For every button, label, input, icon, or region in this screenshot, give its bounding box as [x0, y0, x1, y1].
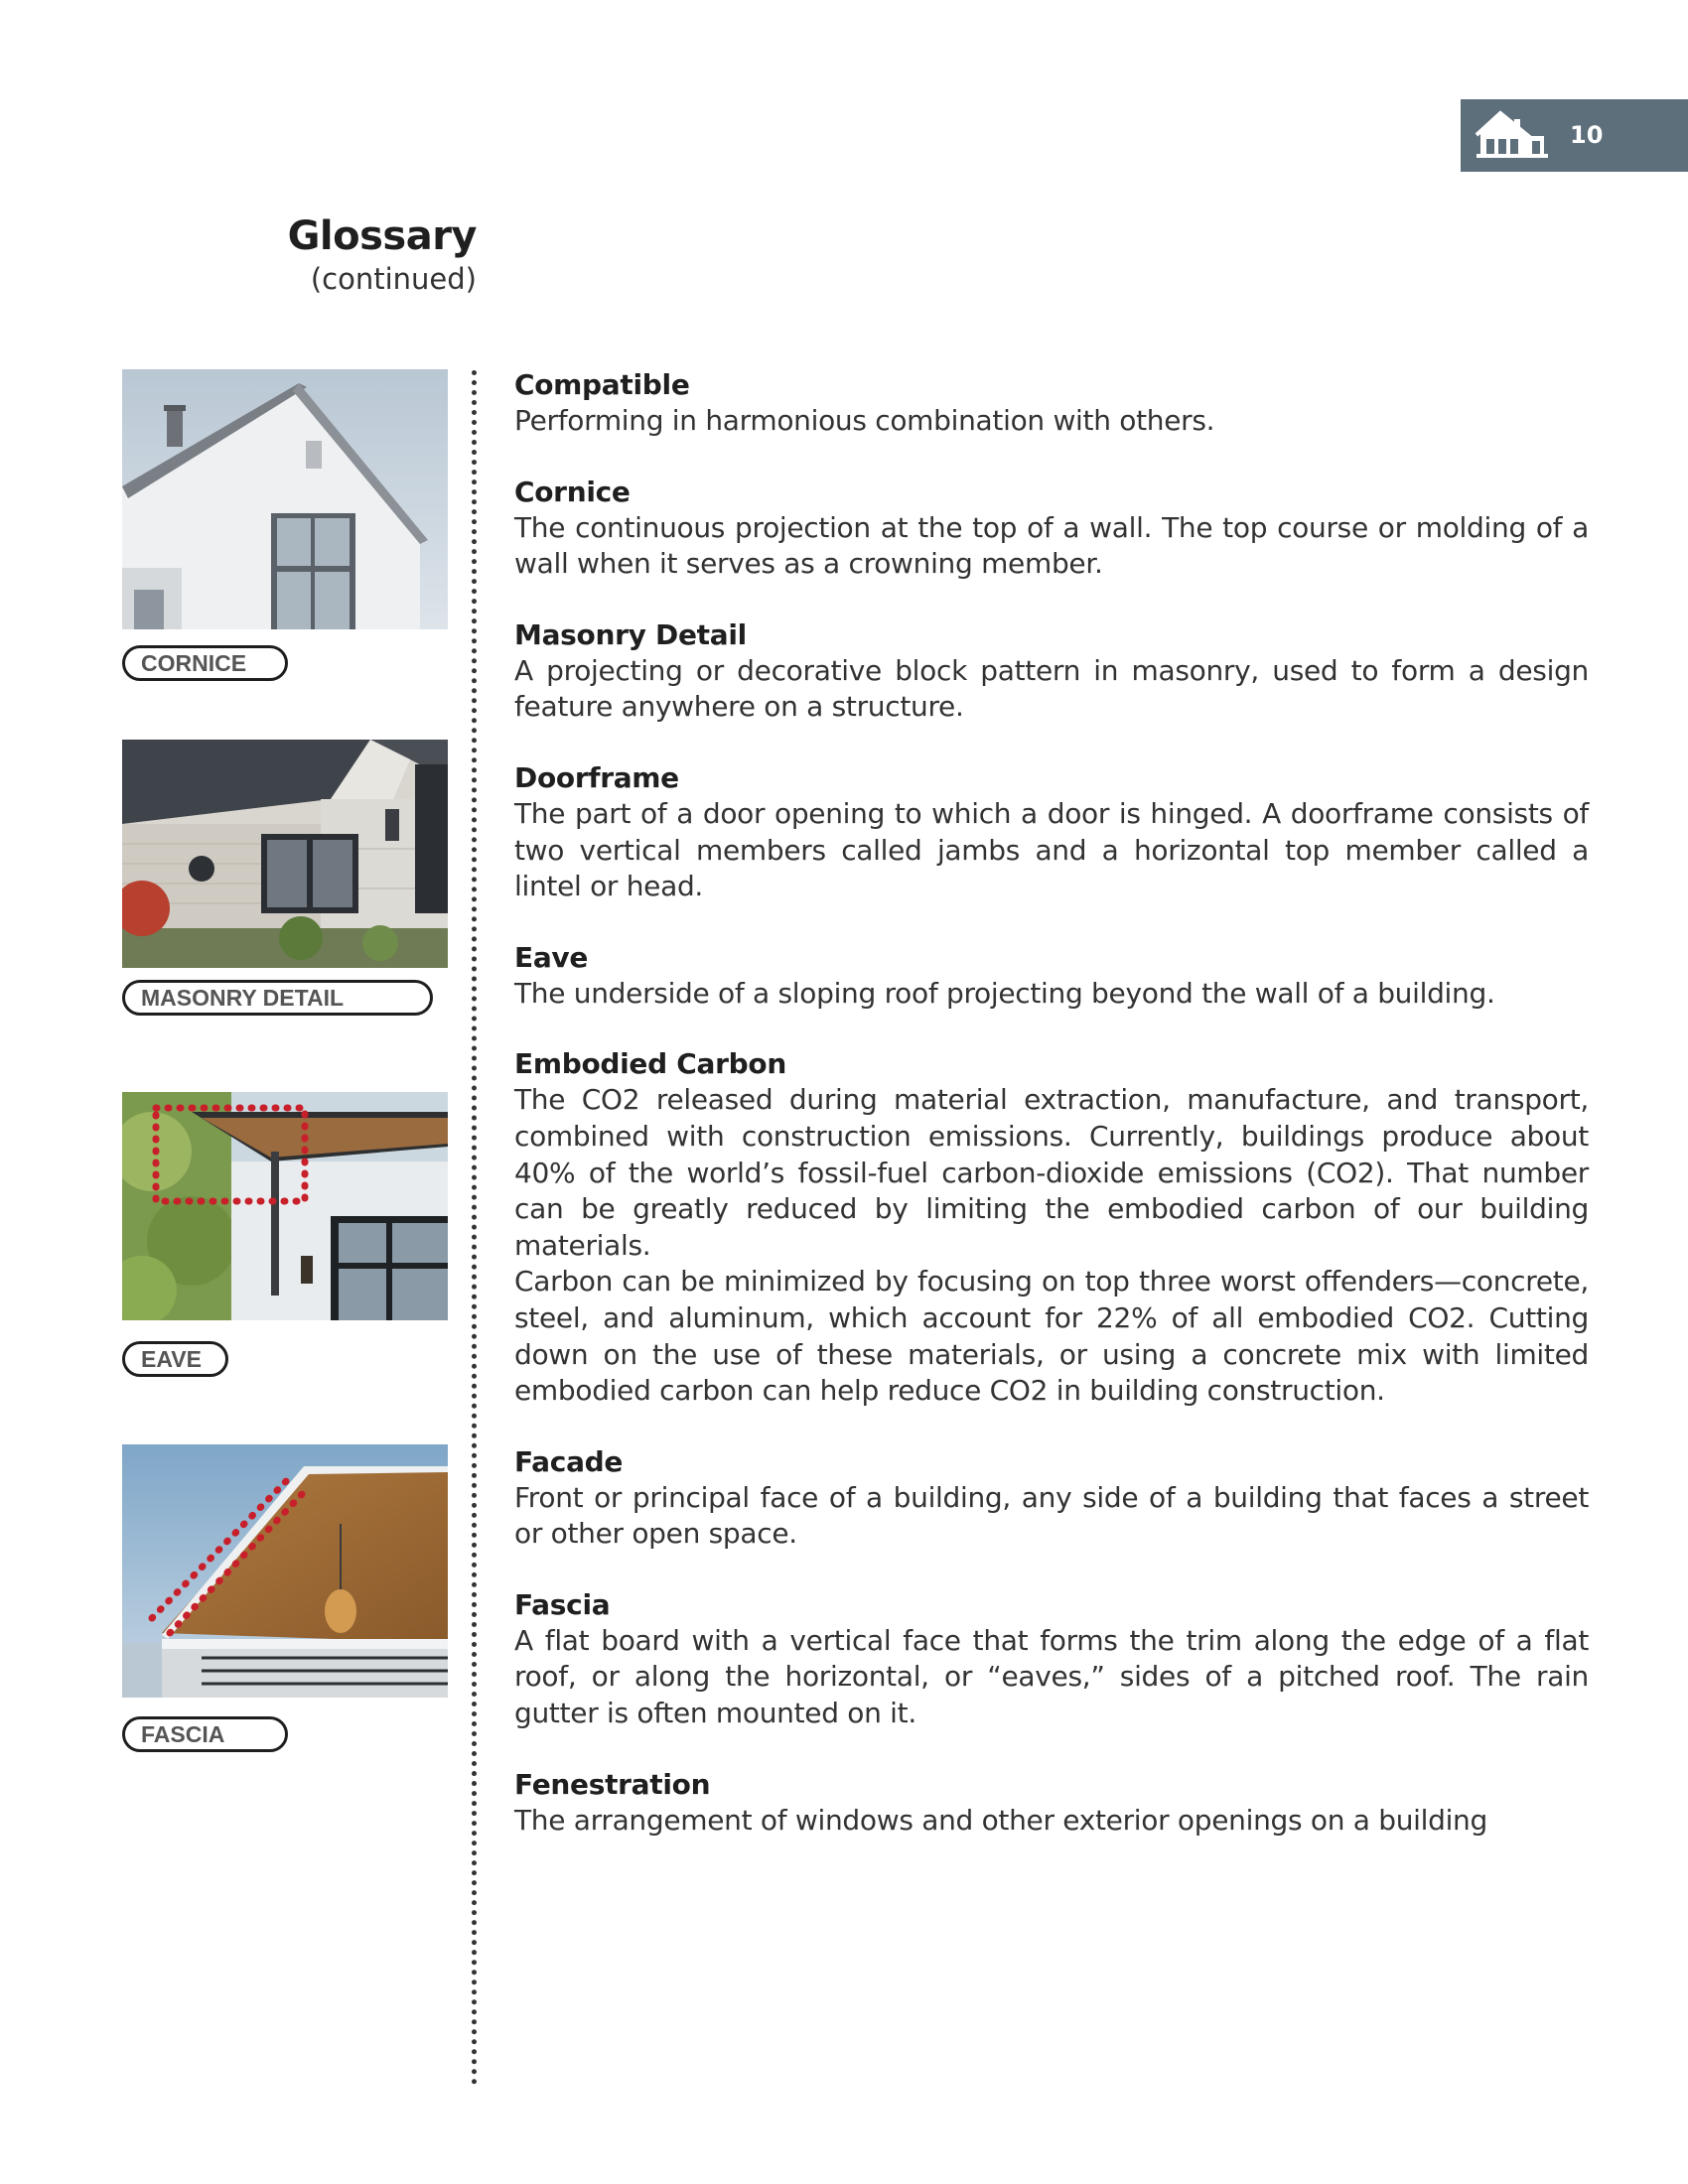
- entry-definition: The CO2 released during material extraction, manufacture, and transport, combined with construction emissions. Currently, buildings produce about 40% of the world’s fossil-fuel carbon-dioxide emissions (CO2). That number can be greatly reduced by limiting the embodied carbon of our building materials.: [514, 1083, 1589, 1262]
- entry-term: Masonry Detail: [514, 617, 747, 651]
- glossary-entries: [514, 367, 1589, 1873]
- masonry-detail-photo: [122, 740, 448, 968]
- page-subtitle: (continued): [310, 262, 477, 296]
- entry-term: Fascia: [514, 1587, 611, 1621]
- dotted-divider: [472, 370, 477, 2086]
- image-label-cornice: CORNICE: [122, 645, 288, 681]
- entry-term: Fenestration: [514, 1767, 711, 1801]
- entry-definition: Performing in harmonious combination with others.: [514, 404, 1215, 437]
- glossary-entry: [514, 1587, 1589, 1732]
- entry-term: Embodied Carbon: [514, 1047, 786, 1081]
- page-title: Glossary: [287, 213, 477, 259]
- entry-definition: The continuous projection at the top of a wall. The top course or molding of a wall when it serves as a crowning member.: [514, 510, 1589, 581]
- image-label-masonry-detail: MASONRY DETAIL: [122, 980, 433, 1016]
- entry-definition: A flat board with a vertical face that forms the trim along the edge of a flat roof, or along the horizontal, or “eaves,” sides of a pitched roof. The rain gutter is often mounted on it.: [514, 1623, 1589, 1730]
- page-number: 10: [1570, 121, 1604, 149]
- image-label-fascia: FASCIA: [122, 1716, 288, 1752]
- glossary-entry: [514, 367, 1589, 440]
- entry-definition: The arrangement of windows and other exterior openings on a building: [514, 1803, 1487, 1837]
- glossary-entry: [514, 1046, 1589, 1409]
- glossary-entry: [514, 617, 1589, 726]
- eave-photo: [122, 1092, 448, 1320]
- fascia-photo: [122, 1444, 448, 1698]
- glossary-entry: [514, 475, 1589, 583]
- entry-term: Doorframe: [514, 760, 679, 794]
- house-icon: [1475, 109, 1550, 161]
- glossary-entry: [514, 1767, 1589, 1840]
- glossary-entry: [514, 1444, 1589, 1553]
- entry-definition: The part of a door opening to which a door is hinged. A doorframe consists of two vertical members called jambs and a horizontal top member called a lintel or head.: [514, 796, 1589, 903]
- entry-definition-continued: Carbon can be minimized by focusing on top three worst offenders—concrete, steel, and aluminum, which account for 22% of all embodied CO2. Cutting down on the use of these materials, or using a concrete mix with limited embodied carbon can help reduce CO2 in building construction.: [514, 1265, 1589, 1408]
- glossary-entry: [514, 940, 1589, 1013]
- entry-term: Facade: [514, 1444, 624, 1478]
- entry-definition: The underside of a sloping roof projecting beyond the wall of a building.: [514, 976, 1495, 1010]
- entry-term: Compatible: [514, 368, 690, 401]
- entry-definition: A projecting or decorative block pattern in masonry, used to form a design feature anywhere on a structure.: [514, 653, 1589, 724]
- page-number-badge: [1461, 99, 1688, 172]
- entry-definition: Front or principal face of a building, any side of a building that faces a street or other open space.: [514, 1480, 1589, 1551]
- entry-term: Eave: [514, 940, 589, 974]
- cornice-photo: [122, 369, 448, 629]
- image-label-eave: EAVE: [122, 1341, 228, 1377]
- entry-term: Cornice: [514, 475, 631, 508]
- glossary-entry: [514, 760, 1589, 905]
